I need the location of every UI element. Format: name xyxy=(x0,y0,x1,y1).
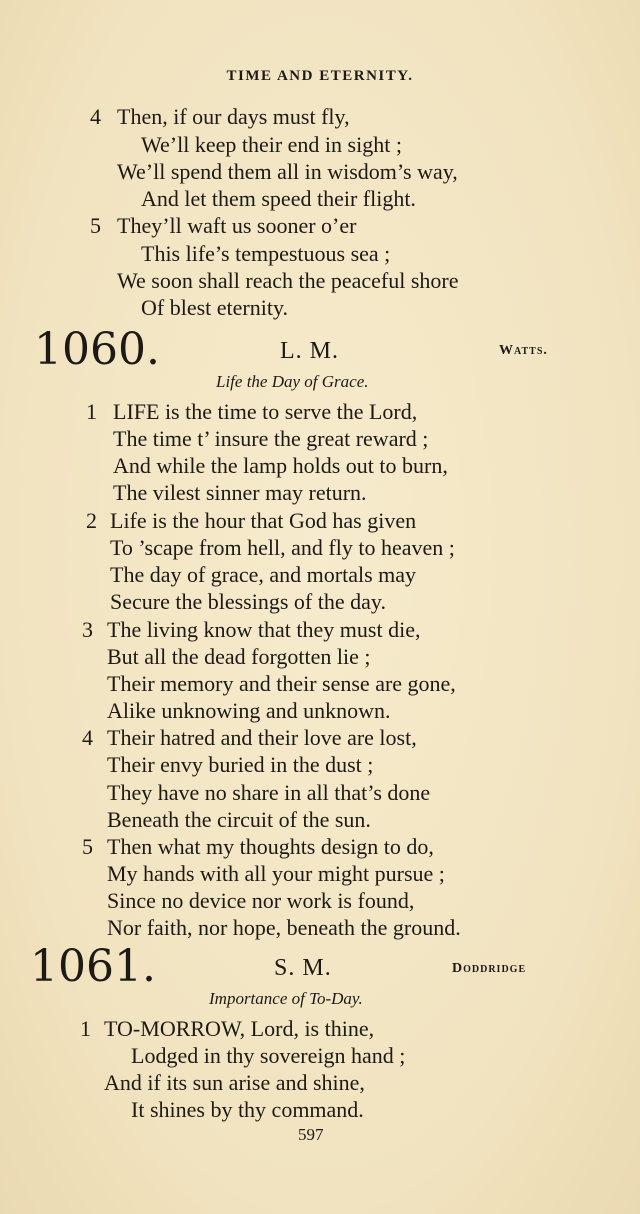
verse-line: To ’scape from hell, and fly to heaven ; xyxy=(110,535,455,560)
stanza-number: 5 xyxy=(90,213,101,238)
hymn-author: Watts. xyxy=(499,343,548,358)
verse-line: The vilest sinner may return. xyxy=(113,480,367,505)
verse-line: The living know that they must die, xyxy=(107,617,421,642)
verse-line: We’ll keep their end in sight ; xyxy=(141,132,402,157)
hymn-number: 1060. xyxy=(34,324,160,375)
verse-line: Then, if our days must fly, xyxy=(117,104,350,129)
running-head: TIME AND ETERNITY. xyxy=(226,68,414,84)
verse-line: The time t’ insure the great reward ; xyxy=(113,426,429,451)
page-number: 597 xyxy=(298,1125,324,1144)
verse-line: Then what my thoughts design to do, xyxy=(107,834,434,859)
stanza-number: 1 xyxy=(86,399,97,424)
hymn-number: 1061. xyxy=(30,941,156,992)
verse-line: Their envy buried in the dust ; xyxy=(107,752,374,777)
verse-line: We’ll spend them all in wisdom’s way, xyxy=(117,159,458,184)
hymn-subtitle: Importance of To-Day. xyxy=(209,989,363,1008)
verse-line: My hands with all your might pursue ; xyxy=(107,861,445,886)
verse-line: Their hatred and their love are lost, xyxy=(107,725,417,750)
verse-line: They’ll waft us sooner o’er xyxy=(117,213,357,238)
verse-line: Lodged in thy sovereign hand ; xyxy=(131,1043,406,1068)
verse-line: The day of grace, and mortals may xyxy=(110,562,417,587)
verse-line: And let them speed their flight. xyxy=(141,186,416,211)
stanza-number: 4 xyxy=(82,725,93,750)
verse-line: Beneath the circuit of the sun. xyxy=(107,807,371,832)
verse-line: Secure the blessings of the day. xyxy=(110,589,386,614)
stanza-number: 2 xyxy=(86,508,97,533)
hymn-meter: L. M. xyxy=(280,338,339,364)
verse-line: This life’s tempestuous sea ; xyxy=(141,241,391,266)
verse-line: We soon shall reach the peaceful shore xyxy=(117,268,459,293)
stanza-number: 4 xyxy=(90,104,101,129)
verse-line: Life is the hour that God has given xyxy=(110,508,417,533)
verse-line: They have no share in all that’s done xyxy=(107,780,431,805)
verse-line: Since no device nor work is found, xyxy=(107,888,415,913)
verse-line: Nor faith, nor hope, beneath the ground. xyxy=(107,915,461,940)
stanza-number: 5 xyxy=(82,834,93,859)
stanza-number: 1 xyxy=(80,1016,91,1041)
verse-line: Alike unknowing and unknown. xyxy=(107,698,391,723)
verse-line: And while the lamp holds out to burn, xyxy=(113,453,448,478)
verse-line: But all the dead forgotten lie ; xyxy=(107,644,371,669)
verse-line: LIFE is the time to serve the Lord, xyxy=(113,399,418,424)
verse-line: TO-MORROW, Lord, is thine, xyxy=(104,1016,375,1041)
stanza-number: 3 xyxy=(82,617,93,642)
verse-line: And if its sun arise and shine, xyxy=(104,1070,365,1095)
verse-line: It shines by thy command. xyxy=(131,1097,364,1122)
verse-line: Of blest eternity. xyxy=(141,295,289,320)
hymn-author: Doddridge xyxy=(452,961,527,976)
verse-line: Their memory and their sense are gone, xyxy=(107,671,456,696)
hymn-meter: S. M. xyxy=(274,955,332,981)
hymn-subtitle: Life the Day of Grace. xyxy=(216,372,369,391)
